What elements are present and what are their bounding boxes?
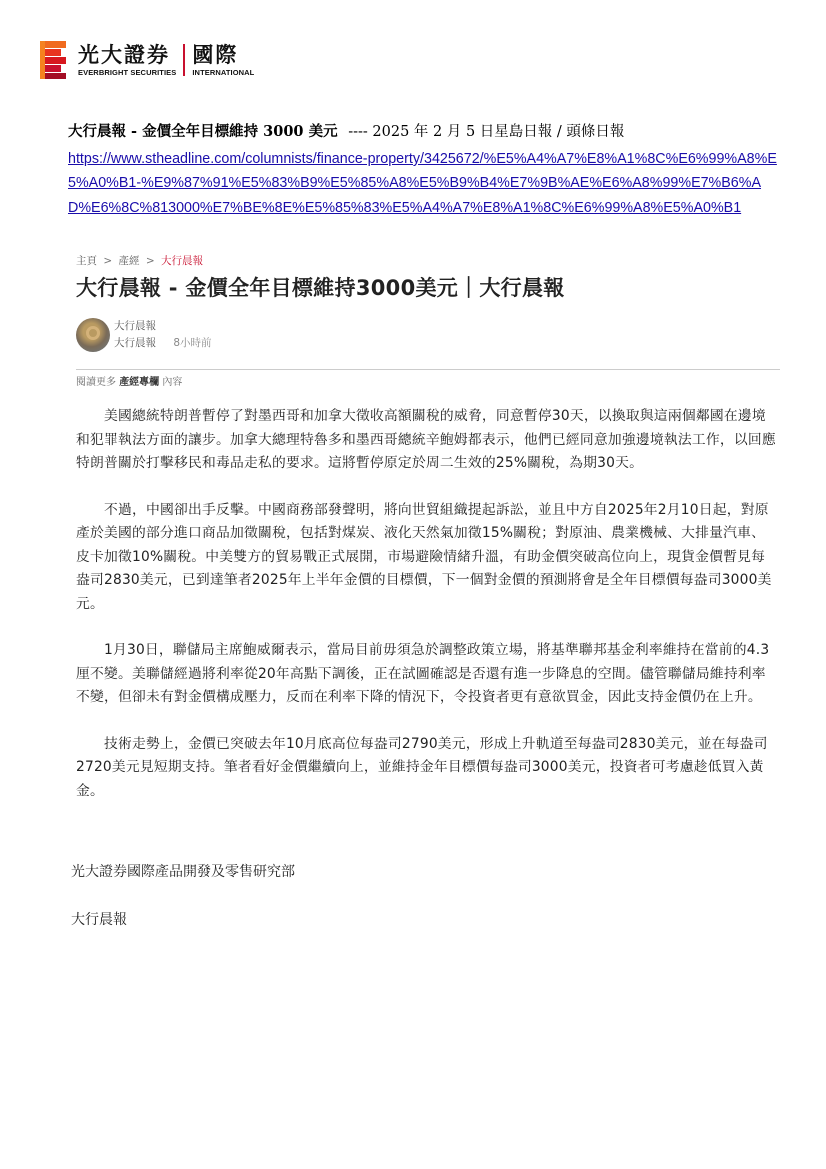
breadcrumb	[76, 252, 780, 270]
breadcrumb-section[interactable]: 產經	[118, 255, 140, 267]
article-paragraph: 技術走勢上，金價已突破去年10月底高位每盎司2790美元，形成上升軌道至每盎司2830美元，並在每盎司2720美元見短期支持。筆者看好金價繼續向上，並維持金年目標價每盎司3000美元，投資者可考慮趁低買入黃金。	[76, 735, 768, 799]
logo-wordmark	[78, 42, 254, 78]
logo-english-international: INTERNATIONAL	[192, 68, 255, 77]
article-paragraph: 美國總統特朗普暫停了對墨西哥和加拿大徵收高額關稅的威脅，同意暫停30天，以換取與這兩個鄰國在邊境和犯罪執法方面的讓步。加拿大總理特魯多和墨西哥總統辛鮑姆都表示，他們已經同意加強邊境執法工作，以回應特朗普關於打擊移民和毒品走私的要求。這將暫停原定於周二生效的25%關稅，為期30天。	[76, 408, 776, 471]
document-headline	[68, 121, 788, 143]
article-paragraph: 不過，中國卻出手反擊。中國商務部發聲明，將向世貿組織提起訴訟，並且中方自2025年2月10日起，對原產於美國的部分進口商品加徵關稅，包括對煤炭、液化天然氣加徵15%關稅；對原油、農業機械、大排量汽車、皮卡加徵10%關稅。中美雙方的貿易戰正式展開，市場避險情緒升溫，有助金價突破高位向上，現貨金價暫見每盎司2830美元，已到達筆者2025年上半年金價的目標價，下一個對金價的預測將會是全年目標價每盎司3000美元。	[76, 501, 772, 612]
headline-source: ---- 2025 年 2 月 5 日星島日報 / 頭條日報	[348, 124, 625, 140]
everbright-logo-icon	[38, 39, 70, 81]
breadcrumb-current[interactable]: 大行晨報	[161, 255, 203, 267]
article-clipping	[76, 252, 780, 826]
article-title: 大行晨報 - 金價全年目標維持3000美元｜大行晨報	[76, 276, 565, 300]
author-column: 大行晨報	[114, 337, 156, 349]
headline-title: 大行晨報 - 金價全年目標維持 3000 美元	[68, 123, 338, 140]
read-more-section-link[interactable]: 產經專欄	[119, 377, 160, 388]
publish-time: 8小時前	[173, 337, 212, 349]
read-more	[76, 376, 780, 390]
author-meta	[114, 318, 212, 352]
logo-chinese-name: 光大證券	[78, 43, 170, 67]
department-credit: 光大證券國際產品開發及零售研究部	[71, 864, 295, 880]
chevron-right-icon: >	[103, 255, 113, 267]
read-more-prefix: 閱讀更多	[76, 377, 116, 388]
divider	[76, 369, 780, 370]
breadcrumb-home[interactable]: 主頁	[76, 255, 97, 267]
chevron-right-icon: >	[145, 255, 155, 267]
article-paragraph: 1月30日，聯儲局主席鮑威爾表示，當局目前毋須急於調整政策立場，將基準聯邦基金利率維持在當前的4.3厘不變。美聯儲經過將利率從20年高點下調後，正在試圖確認是否還有進一步降息的空間。儘管聯儲局維持利率不變，但卻未有對金價構成壓力，反而在利率下降的情況下，令投資者更有意欲買金，因此支持金價仍在上升。	[76, 642, 770, 705]
avatar[interactable]	[76, 318, 110, 352]
read-more-suffix: 內容	[162, 377, 183, 388]
article-body	[76, 405, 780, 803]
logo-chinese-international: 國際	[192, 43, 239, 67]
author-row	[76, 315, 780, 355]
company-logo	[38, 38, 254, 82]
source-link[interactable]: https://www.stheadline.com/columnists/finance-property/3425672/%E5%A4%A7%E8%A1%8C%E6%99%A8%E5%A0%B1-%E9%87%91%E5%83%B9%E5%85%A8%E5%B9%B4%E7%9B%AE%E6%A8%99%E7%B6%AD%E6%8C%813000%E7%BE%8E%E5%85%83%E5%A4%A7%E8%A1%8C%E6%99%A8%E5%A0%B1	[68, 151, 777, 216]
column-name: 大行晨報	[71, 912, 127, 928]
logo-english-name: EVERBRIGHT SECURITIES	[78, 68, 177, 77]
author-name[interactable]: 大行晨報	[114, 320, 156, 332]
